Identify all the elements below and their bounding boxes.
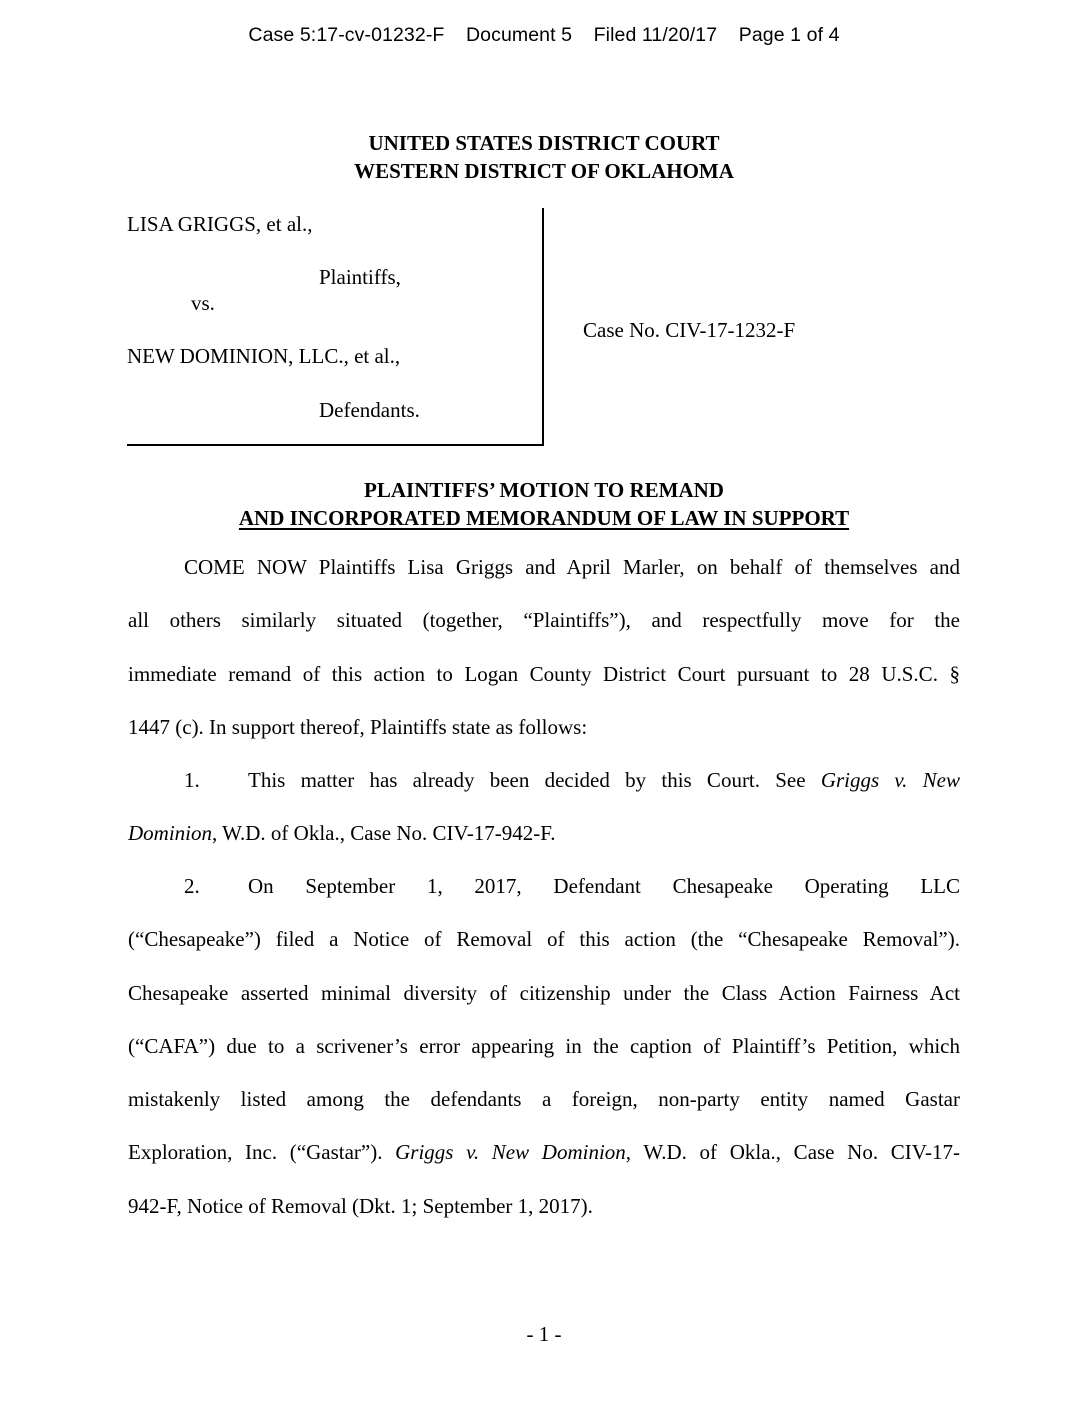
item-2-line: 942-F, Notice of Removal (Dkt. 1; September 1, 2017). <box>128 1193 593 1218</box>
docket-header <box>0 24 1088 47</box>
intro-line: COME NOW Plaintiffs Lisa Griggs and April Marler, on behalf of themselves and <box>184 555 960 579</box>
motion-title <box>0 476 1088 532</box>
court-name: UNITED STATES DISTRICT COURT <box>368 131 720 155</box>
item-2-line: mistakenly listed among the defendants a foreign, non-party entity named Gastar <box>128 1087 960 1112</box>
item-2-line: (“Chesapeake”) filed a Notice of Removal of this action (the “Chesapeake Removal”). <box>128 927 960 952</box>
numbered-item-1 <box>128 754 960 861</box>
item-1-case-citation-cont: Dominion <box>128 821 212 846</box>
intro-line: all others similarly situated (together, “Plaintiffs”), and respectfully move for the <box>128 608 960 633</box>
numbered-item-2 <box>128 860 960 1233</box>
plaintiff-name: LISA GRIGGS, et al., <box>127 212 313 236</box>
defendant-name: NEW DOMINION, LLC., et al., <box>127 344 401 368</box>
item-2-case-citation: Griggs v. New Dominion <box>395 1140 626 1165</box>
item-2-line: (“CAFA”) due to a scrivener’s error appearing in the caption of Plaintiff’s Petition, which <box>128 1033 960 1058</box>
item-2-line <box>128 860 960 913</box>
item-2-text: On September 1, 2017, Defendant Chesapeake Operating LLC <box>248 874 960 898</box>
motion-title-line2: AND INCORPORATED MEMORANDUM OF LAW IN SUPPORT <box>238 506 850 530</box>
plaintiff-role: Plaintiffs, <box>319 265 401 289</box>
case-number: Case No. CIV-17-1232-F <box>583 318 796 342</box>
item-2-text-court: , W.D. of Okla., Case No. CIV-17- <box>625 1140 960 1165</box>
caption-vertical-rule <box>542 208 544 446</box>
docket-page-count: Page 1 of 4 <box>738 24 840 46</box>
intro-line: 1447 (c). In support thereof, Plaintiffs state as follows: <box>128 714 588 739</box>
docket-case-number: Case 5:17-cv-01232-F <box>248 24 445 46</box>
docket-filed-date: Filed 11/20/17 <box>593 24 718 46</box>
page-number: - 1 - <box>526 1322 562 1346</box>
item-1-text: This matter has already been decided by this Court. See <box>248 768 821 792</box>
item-2-text-exploration: Exploration, Inc. (“Gastar”). <box>128 1140 396 1165</box>
item-2-number: 2. <box>184 874 200 898</box>
item-1-case-citation: Griggs v. New <box>820 768 960 792</box>
item-1-line <box>128 807 960 860</box>
item-1-text-cont: , W.D. of Okla., Case No. CIV-17-942-F. <box>212 821 556 846</box>
defendant-role: Defendants. <box>319 398 420 422</box>
docket-document-number: Document 5 <box>465 24 573 46</box>
court-title <box>0 129 1088 185</box>
item-1-line <box>128 754 960 807</box>
item-1-number: 1. <box>184 768 200 792</box>
motion-title-line1: PLAINTIFFS’ MOTION TO REMAND <box>364 478 724 502</box>
court-district: WESTERN DISTRICT OF OKLAHOMA <box>354 159 734 183</box>
item-2-line <box>128 1126 960 1179</box>
intro-line: immediate remand of this action to Logan County District Court pursuant to 28 U.S.C. § <box>128 661 960 686</box>
versus-label: vs. <box>191 291 215 315</box>
item-2-line: Chesapeake asserted minimal diversity of citizenship under the Class Action Fairness Act <box>128 980 960 1005</box>
intro-paragraph <box>128 541 960 754</box>
caption-horizontal-rule <box>127 444 544 446</box>
